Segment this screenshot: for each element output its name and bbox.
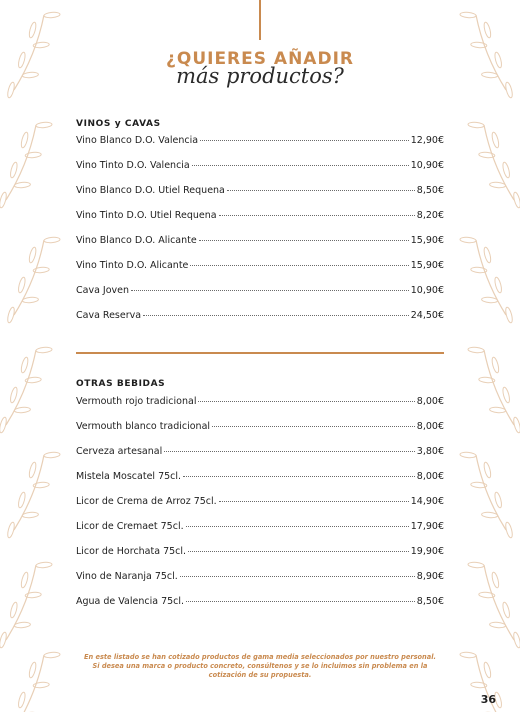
list-item: [76, 160, 444, 185]
list-item: [76, 521, 444, 546]
dot-leader: [180, 576, 415, 577]
item-name: Vermouth blanco tradicional: [76, 421, 211, 432]
list-item: [76, 310, 444, 335]
item-name: Cava Joven: [76, 285, 130, 296]
dot-leader: [198, 401, 414, 402]
dot-leader: [190, 265, 408, 266]
list-item: [76, 235, 444, 260]
item-name: Vino Blanco D.O. Alicante: [76, 235, 197, 246]
item-name: Licor de Horchata 75cl.: [76, 546, 187, 557]
item-price: 8,00€: [416, 421, 444, 432]
item-name: Cava Reserva: [76, 310, 142, 321]
item-name: Agua de Valencia 75cl.: [76, 596, 185, 607]
item-price: 8,20€: [416, 210, 444, 221]
price-list-wines: [76, 135, 444, 335]
item-price: 24,50€: [410, 310, 444, 321]
section-title-drinks: OTRAS BEBIDAS: [76, 379, 166, 389]
item-name: Vino Blanco D.O. Utiel Requena: [76, 185, 225, 196]
dot-leader: [186, 601, 415, 602]
item-price: 12,90€: [410, 135, 444, 146]
item-name: Vino Tinto D.O. Valencia: [76, 160, 190, 171]
olive-branch-left-icon: [0, 0, 70, 712]
item-price: 8,00€: [416, 396, 444, 407]
item-name: Vino Blanco D.O. Valencia: [76, 135, 199, 146]
section-title-wines: VINOS y CAVAS: [76, 119, 161, 129]
item-name: Vino Tinto D.O. Alicante: [76, 260, 189, 271]
top-accent-line: [259, 0, 261, 40]
item-name: Vino de Naranja 75cl.: [76, 571, 178, 582]
list-item: [76, 285, 444, 310]
footnote: En este listado se han cotizado productos de gama media seleccionados por nuestro personal. Si desea una marca o producto concreto, consúltenos y se lo incluimos sin problema en la cotización de su propuesta.: [84, 653, 436, 679]
item-price: 15,90€: [410, 235, 444, 246]
list-item: [76, 210, 444, 235]
item-price: 17,90€: [410, 521, 444, 532]
item-name: Cerveza artesanal: [76, 446, 163, 457]
list-item: [76, 496, 444, 521]
olive-branch-right-icon: [450, 0, 520, 712]
item-price: 3,80€: [416, 446, 444, 457]
item-price: 8,90€: [416, 571, 444, 582]
item-name: Vermouth rojo tradicional: [76, 396, 197, 407]
dot-leader: [192, 165, 409, 166]
item-name: Licor de Crema de Arroz 75cl.: [76, 496, 217, 507]
price-list-drinks: [76, 396, 444, 621]
dot-leader: [164, 451, 415, 452]
list-item: [76, 260, 444, 285]
page-subtitle: más productos?: [176, 64, 344, 88]
dot-leader: [200, 140, 409, 141]
list-item: [76, 421, 444, 446]
item-price: 8,50€: [416, 185, 444, 196]
dot-leader: [227, 190, 415, 191]
dot-leader: [212, 426, 415, 427]
dot-leader: [131, 290, 409, 291]
item-name: Vino Tinto D.O. Utiel Requena: [76, 210, 217, 221]
list-item: [76, 135, 444, 160]
list-item: [76, 546, 444, 571]
item-price: 14,90€: [410, 496, 444, 507]
item-price: 10,90€: [410, 285, 444, 296]
item-price: 8,00€: [416, 471, 444, 482]
page-number: 36: [480, 693, 496, 706]
dot-leader: [183, 476, 415, 477]
list-item: [76, 396, 444, 421]
list-item: [76, 571, 444, 596]
dot-leader: [199, 240, 409, 241]
item-name: Mistela Moscatel 75cl.: [76, 471, 182, 482]
dot-leader: [186, 526, 409, 527]
dot-leader: [219, 501, 409, 502]
list-item: [76, 185, 444, 210]
list-item: [76, 471, 444, 496]
item-price: 8,50€: [416, 596, 444, 607]
section-divider: [76, 352, 444, 354]
page-title: ¿QUIERES AÑADIR: [166, 49, 354, 69]
dot-leader: [219, 215, 415, 216]
dot-leader: [188, 551, 409, 552]
item-price: 19,90€: [410, 546, 444, 557]
dot-leader: [143, 315, 409, 316]
item-name: Licor de Cremaet 75cl.: [76, 521, 184, 532]
item-price: 10,90€: [410, 160, 444, 171]
list-item: [76, 446, 444, 471]
item-price: 15,90€: [410, 260, 444, 271]
list-item: [76, 596, 444, 621]
